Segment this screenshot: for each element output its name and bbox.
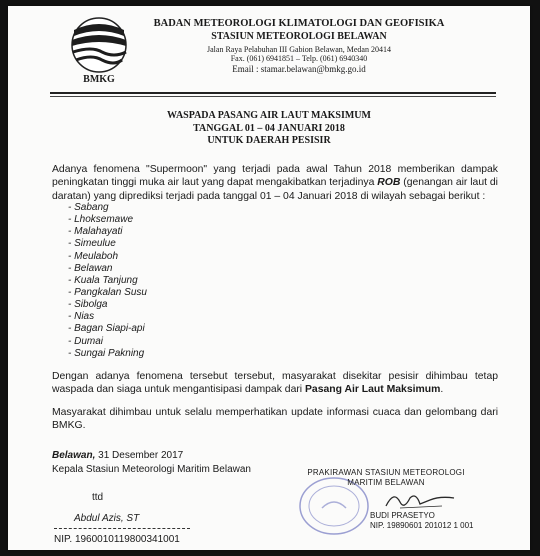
logo-text: BMKG	[83, 74, 115, 85]
document-title	[8, 110, 530, 148]
location-item: - Sungai Pakning	[68, 348, 147, 360]
forecaster-nip: NIP. 19890601 201012 1 001	[370, 521, 474, 531]
location-item: - Kuala Tanjung	[68, 275, 147, 287]
title-line-1: WASPADA PASANG AIR LAUT MAKSIMUM	[167, 110, 371, 121]
header-rule-thin	[50, 96, 496, 97]
sign-place: Belawan,	[52, 450, 96, 461]
intro-paragraph	[52, 163, 498, 203]
letter-page	[8, 6, 530, 550]
title-line-3: UNTUK DAERAH PESISIR	[207, 135, 331, 146]
forecaster-line-2: MARITIM BELAWAN	[347, 478, 425, 488]
signer-name: Abdul Azis, ST	[74, 513, 140, 524]
bmkg-logo	[62, 16, 136, 88]
location-item: - Dumai	[68, 336, 147, 348]
advice-paragraph: Masyarakat dihimbau untuk selalu memperhatikan update informasi cuaca dan gelombang dari BMKG.	[52, 407, 498, 432]
location-item: - Meulaboh	[68, 251, 147, 263]
location-item: - Belawan	[68, 263, 147, 275]
location-item: - Malahayati	[68, 226, 147, 238]
ttd-mark: ttd	[92, 492, 104, 503]
location-item: - Simeulue	[68, 238, 147, 250]
station-name: STASIUN METEOROLOGI BELAWAN	[211, 31, 387, 43]
sign-date-text: 31 Desember 2017	[95, 450, 184, 461]
forecaster-name: BUDI PRASETYO	[370, 511, 435, 520]
intro-text-end: (genangan air laut di daratan) yang diprediksi terjadi pada tanggal 01 – 04 Januari 2018 di wilayah sebagai berikut :	[52, 177, 498, 202]
warning-end: .	[440, 384, 444, 396]
sign-position: Kepala Stasiun Meteorologi Maritim Belawan	[52, 464, 251, 475]
warning-bold: Pasang Air Laut Maksimum	[305, 384, 441, 396]
location-item: - Sabang	[68, 202, 147, 214]
signer-nip: NIP. 196001011980034100​1	[54, 534, 180, 545]
warning-paragraph	[52, 370, 498, 397]
location-item: - Bagan Siapi-api	[68, 323, 147, 335]
intro-text: Adanya fenomena "Supermoon" yang terjadi pada awal Tahun 2018 memberikan dampak peningkatan tinggi muka air laut yang dapat mengakibatkan terjadinya	[52, 164, 498, 189]
agency-name: BADAN METEOROLOGI KLIMATOLOGI DAN GEOFISIKA	[153, 18, 445, 29]
header-rule	[50, 92, 496, 94]
location-item: - Pangkalan Susu	[68, 287, 147, 299]
phone: Fax. (061) 6941851 – Telp. (061) 6940340	[230, 53, 368, 63]
location-item: - Nias	[68, 311, 147, 323]
location-list	[68, 202, 147, 360]
rob-term: ROB	[377, 177, 401, 189]
bmkg-logo-icon	[62, 16, 136, 74]
title-line-2: TANGGAL 01 – 04 JANUARI 2018	[193, 122, 345, 134]
forecaster-officer	[370, 511, 474, 532]
warning-text: Dengan adanya fenomena tersebut tersebut, masyarakat disekitar pesisir dihimbau tetap waspada dan siaga untuk mengantisipasi dampak dari	[52, 371, 498, 396]
address: Jalan Raya Pelabuhan III Gabion Belawan, Medan 20414	[207, 44, 391, 54]
forecaster-line-1: PRAKIRAWAN STASIUN METEOROLOGI	[307, 468, 465, 477]
email: Email : stamar.belawan@bmkg.go.id	[232, 63, 366, 74]
signature-line	[54, 528, 190, 529]
letterhead	[144, 18, 454, 74]
location-item: - Lhoksemawe	[68, 214, 147, 226]
location-item: - Sibolga	[68, 299, 147, 311]
sign-date	[52, 450, 183, 461]
